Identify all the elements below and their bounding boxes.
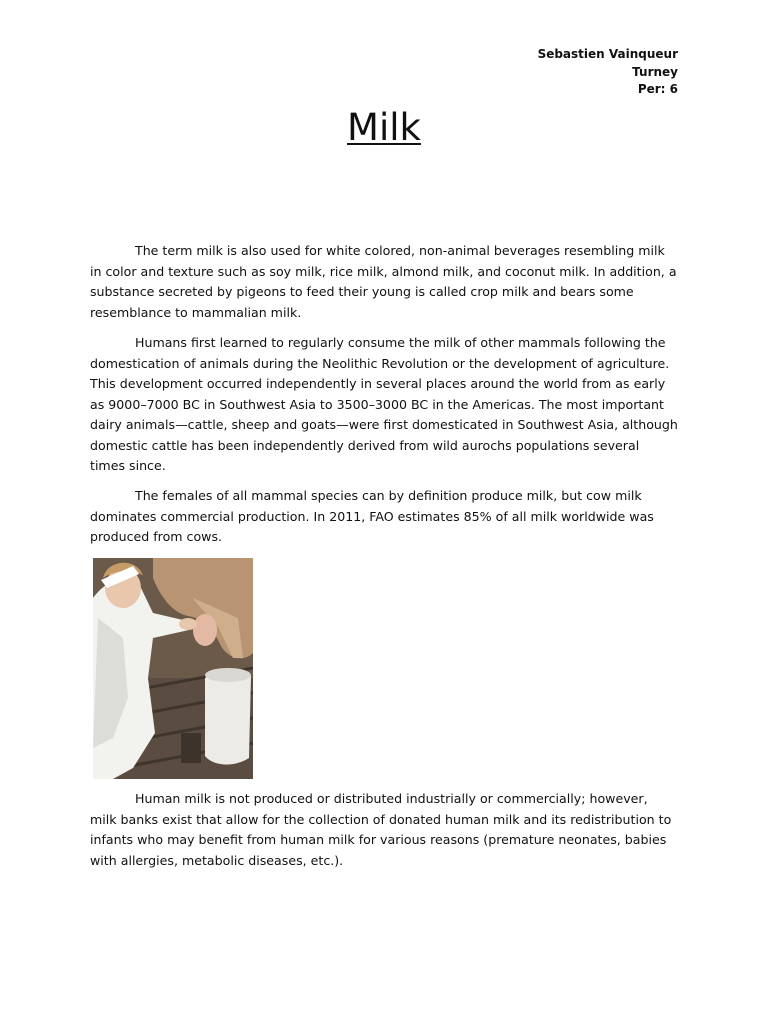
paragraph-4: Human milk is not produced or distributed industrially or commercially; however, milk banks exist that allow for the collection of donated human milk and its redistribution to infants who may benefit from human milk for various reasons (premature neonates, babies with allergies, metabolic diseases, etc.). bbox=[90, 791, 672, 868]
paragraph-2: Humans first learned to regularly consume the milk of other mammals following the domestication of animals during the Neolithic Revolution or the development of agriculture. This development occurred independently in several places around the world from as early as 9000–7000 BC in Southwest Asia to 3500–3000 BC in the Americas. The most important dairy animals—cattle, sheep and goats—were first domesticated in Southwest Asia, although domestic cattle has been independently derived from wild aurochs populations several times since. bbox=[90, 335, 678, 473]
paragraph-1: The term milk is also used for white colored, non-animal beverages resembling milk in color and texture such as soy milk, rice milk, almond milk, and coconut milk. In addition, a substance secreted by pigeons to feed their young is called crop milk and bears some resemblance to mammalian milk. bbox=[90, 243, 677, 320]
class-period: Per: 6 bbox=[637, 82, 678, 96]
teacher-name: Turney bbox=[632, 64, 678, 79]
girl-milking-cow-photo bbox=[93, 558, 253, 779]
paragraph-3: The females of all mammal species can by definition produce milk, but cow milk dominates commercial production. In 2011, FAO estimates 85% of all milk worldwide was produced from cows. bbox=[90, 488, 654, 544]
author-name: Sebastien Vainqueur bbox=[537, 47, 678, 61]
page-title bbox=[0, 104, 768, 152]
header-block bbox=[538, 46, 678, 99]
page-title-text: Milk bbox=[347, 106, 421, 149]
